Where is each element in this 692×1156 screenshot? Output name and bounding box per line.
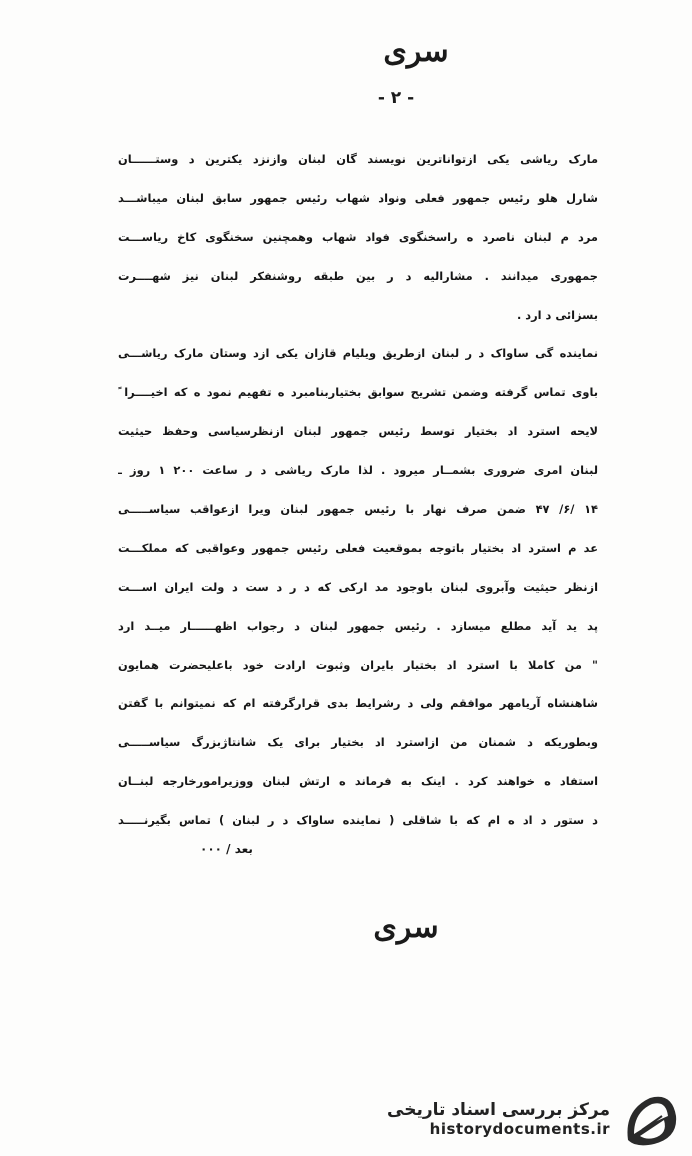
text-line: مارک ریاشی یکی ازتواناترین نویسند گان لبنان وازنزد یکترین د وستــــــان bbox=[118, 152, 598, 166]
archive-logo-icon bbox=[620, 1090, 680, 1148]
classification-footer: سری bbox=[373, 910, 439, 945]
text-line: د ستور د اد ه ام که با شاقلی ( نماینده ساواک د ر لبنان ) تماس بگیرنـــــد bbox=[118, 813, 598, 828]
watermark-title: مرکز بررسی اسناد تاریخی bbox=[387, 1100, 610, 1120]
text-line: بسزائی د ارد . bbox=[516, 307, 598, 322]
text-line: عد م استرد اد بختیار باتوجه بموقعیت فعلی رئیس جمهور وعواقبی که مملکـــت bbox=[118, 540, 598, 555]
text-line: استفاد ه خواهند کرد . اینک به فرماند ه ارتش لبنان ووزیرامورخارجه لبنــان bbox=[118, 774, 598, 789]
text-line: لبنان امری ضروری بشمــار میرود . لذا مارک ریاشی د ر ساعت ۲۰۰ ۱ روز ـ bbox=[118, 463, 598, 478]
text-line: شاهنشاه آریامهر موافقم ولی د رشرایط بدی قرارگرفته ام که نمیتوانم با گفتن bbox=[118, 696, 598, 711]
text-line: وبطوریکه د شمنان من ازاسترد اد بختیار برای یک شانتاژبزرگ سیاســـــی bbox=[118, 735, 598, 750]
classification-header: سری bbox=[383, 34, 449, 69]
text-line: " من کاملا با استرد اد بختیار بایران وثبوت ارادت خود باعلیحضرت همایون bbox=[118, 657, 598, 672]
continuation-reference: بعد / ۰۰۰ bbox=[200, 842, 253, 856]
text-line: مرد م لبنان ناصرد ه راسخنگوی فواد شهاب وهمچنین سخنگوی کاخ ریاســـت bbox=[118, 229, 598, 244]
text-line: ازنظر حیثیت وآبروی لبنان باوجود مد ارکی که د ر د ست د ولت ایران اســـت bbox=[118, 579, 598, 594]
text-line: لایحه استرد اد بختیار توسط رئیس جمهور لبنان ازنظرسیاسی وحفظ حیثیت bbox=[118, 424, 598, 439]
text-line: باوی تماس گرفته وضمن تشریح سوابق بختیاربنامبرد ه تفهیم نمود ه که اخیــــرا ً bbox=[118, 385, 598, 400]
archive-watermark bbox=[387, 1090, 680, 1148]
document-body bbox=[118, 140, 598, 840]
text-line: پد ید آید مطلع میسازد . رئیس جمهور لبنان د رجواب اظهــــــار میــد ارد bbox=[118, 618, 598, 633]
text-line: نماینده گی ساواک د ر لبنان ازطریق ویلیام قازان یکی ازد وستان مارک ریاشـــی bbox=[118, 346, 598, 361]
text-line: ۱۴ /۶/ ۴۷ ضمن صرف نهار با رئیس جمهور لبنان ویرا ازعواقب سیاســـــی bbox=[118, 502, 598, 517]
text-line: شارل هلو رئیس جمهور فعلی ونواد شهاب رئیس جمهور سابق لبنان میباشـــد bbox=[118, 190, 598, 205]
text-line: جمهوری میدانند . مشارالیه د ر بین طبقه روشنفکر لبنان نیز شهــــرت bbox=[118, 268, 598, 283]
watermark-url: historydocuments.ir bbox=[429, 1120, 610, 1138]
watermark-text bbox=[387, 1100, 610, 1138]
page-number: - ۲ - bbox=[377, 88, 415, 108]
